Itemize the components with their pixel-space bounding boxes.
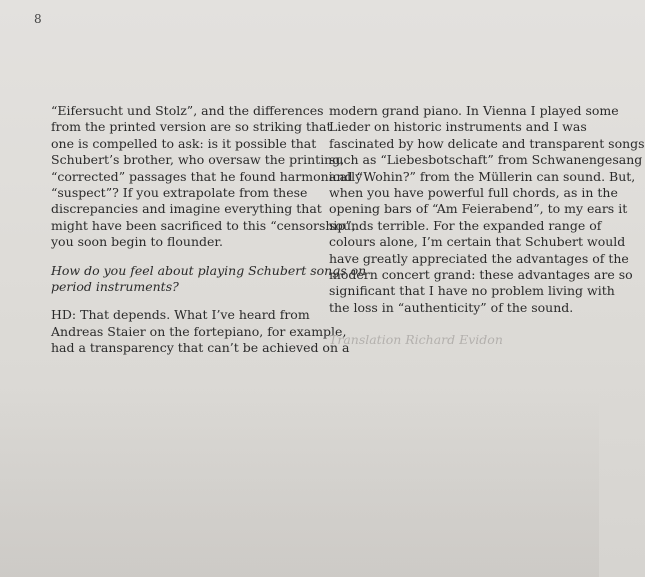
text-line: and “Wohin?” from the Müllerin can sound. But, bbox=[329, 168, 636, 184]
text-line: might have been sacrificed to this “censorship”, bbox=[51, 217, 356, 233]
text-line: the loss in “authenticity” of the sound. bbox=[329, 299, 574, 315]
text-line: “suspect”? If you extrapolate from these bbox=[51, 185, 308, 201]
text-line: one is compelled to ask: is it possible that bbox=[51, 135, 317, 151]
text-line: sounds terrible. For the expanded range of bbox=[329, 217, 602, 233]
text-line: “Eifersucht und Stolz”, and the differences bbox=[51, 103, 324, 118]
text-line: “corrected” passages that he found harmonically bbox=[51, 168, 363, 184]
text-line: have greatly appreciated the advantages of the bbox=[329, 250, 629, 266]
text-line: fascinated by how delicate and transparent songs bbox=[329, 135, 645, 151]
text-line: you soon begin to flounder. bbox=[51, 234, 223, 250]
text-line: significant that I have no problem living with bbox=[329, 283, 615, 299]
text-line: How do you feel about playing Schubert songs on bbox=[51, 262, 367, 278]
text-line: such as “Liebesbotschaft” from Schwanengesang bbox=[329, 152, 643, 168]
text-line: colours alone, I’m certain that Schubert would bbox=[329, 234, 626, 250]
paragraph-intro bbox=[51, 103, 363, 251]
left-column bbox=[51, 103, 367, 369]
page-number: 8 bbox=[34, 12, 42, 26]
text-line: opening bars of “Am Feierabend”, to my ears it bbox=[329, 201, 628, 217]
text-line: period instruments? bbox=[51, 279, 179, 295]
text-line: Andreas Staier on the fortepiano, for example, bbox=[51, 323, 347, 339]
text-line: when you have powerful full chords, as in the bbox=[329, 185, 618, 201]
text-line: modern grand piano. In Vienna I played some bbox=[329, 103, 619, 118]
right-column bbox=[329, 103, 645, 349]
answer-continued bbox=[329, 103, 645, 316]
text-line: had a transparency that can’t be achieved on a bbox=[51, 340, 350, 356]
interview-question bbox=[51, 262, 367, 296]
interview-answer bbox=[51, 307, 350, 356]
text-line: Schubert’s brother, who oversaw the printing, bbox=[51, 152, 345, 168]
text-line: modern concert grand: these advantages are so bbox=[329, 267, 633, 283]
text-line: HD: That depends. What I’ve heard from bbox=[51, 307, 310, 323]
paper-shadow bbox=[0, 390, 599, 577]
translation-credit: Translation Richard Evidon bbox=[329, 332, 503, 348]
text-line: from the printed version are so striking that bbox=[51, 119, 332, 135]
text-line: discrepancies and imagine everything that bbox=[51, 201, 322, 217]
text-line: Lieder on historic instruments and I was bbox=[329, 119, 587, 135]
